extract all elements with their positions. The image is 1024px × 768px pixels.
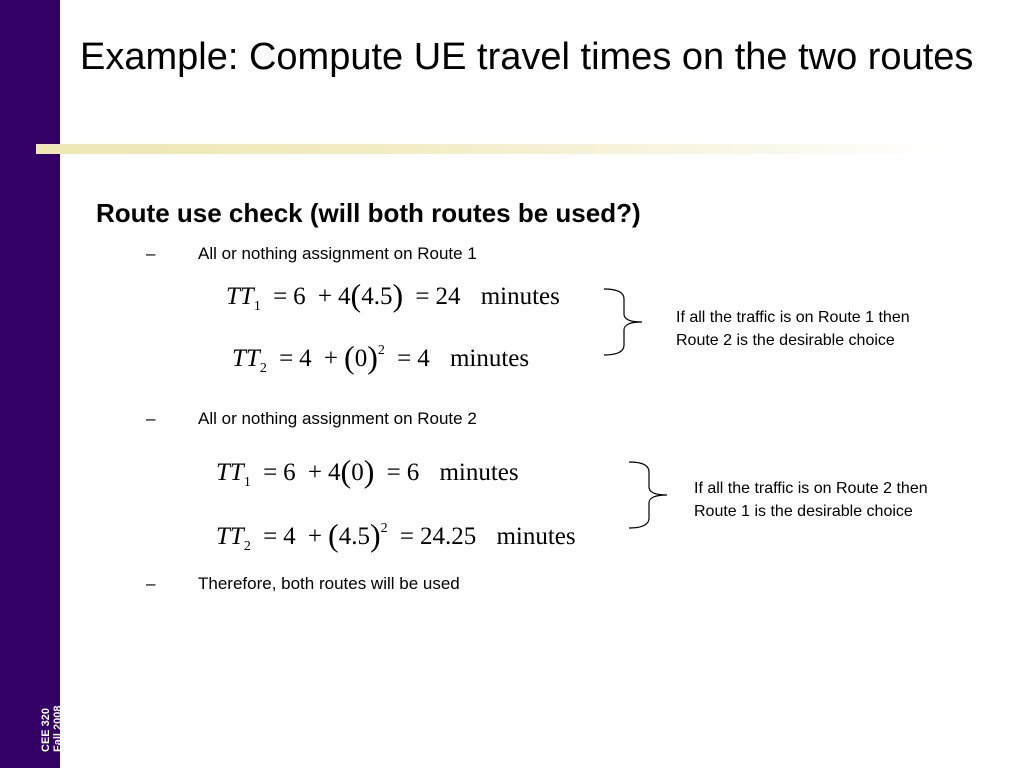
eq-equals: = — [263, 523, 278, 550]
bullet-conclusion — [146, 574, 460, 594]
eq-result: 4 — [417, 345, 430, 372]
eq-term-a: 4 — [283, 523, 296, 550]
eq-result: 6 — [406, 459, 420, 486]
brace-route2 — [627, 460, 671, 530]
eq-term-a: 6 — [283, 459, 296, 486]
bullet-text: Therefore, both routes will be used — [198, 574, 460, 593]
note-line1: If all the traffic is on Route 2 then — [694, 480, 928, 497]
eq-result: 24 — [435, 283, 461, 310]
equation-r1-tt1 — [226, 277, 560, 322]
eq-sub: 1 — [253, 299, 261, 314]
eq-rparen: ) — [369, 517, 381, 553]
eq-var: TT — [216, 459, 244, 486]
note-line1: If all the traffic is on Route 1 then — [676, 309, 910, 326]
eq-equals: = — [273, 283, 288, 310]
eq-rparen: ) — [392, 277, 404, 313]
eq-equals: = — [397, 345, 412, 372]
eq-plus: + — [323, 345, 339, 372]
eq-term-b: 4 — [338, 283, 351, 310]
eq-equals: = — [415, 283, 430, 310]
eq-equals: = — [263, 459, 278, 486]
eq-term-a: 4 — [299, 345, 312, 372]
eq-unit: minutes — [480, 283, 560, 310]
sidebar — [0, 0, 64, 768]
bullet-route2 — [146, 409, 477, 429]
eq-result: 24.25 — [419, 523, 477, 550]
bullet-dash: – — [146, 574, 156, 593]
eq-term-x: 0 — [354, 345, 368, 372]
eq-plus: + — [307, 523, 323, 550]
equation-r1-tt2 — [232, 336, 529, 384]
bullet-text: All or nothing assignment on Route 1 — [198, 244, 477, 263]
eq-lparen: ( — [340, 453, 352, 489]
course-code: CEE 320 — [40, 707, 52, 752]
eq-unit: minutes — [439, 459, 519, 486]
note-line2: Route 1 is the desirable choice — [694, 503, 913, 520]
bullet-dash: – — [146, 409, 156, 428]
eq-sub: 2 — [243, 539, 251, 554]
eq-rparen: ) — [367, 339, 378, 375]
eq-exponent: 2 — [377, 343, 385, 358]
eq-var: TT — [232, 345, 260, 372]
equation-r2-tt1 — [216, 453, 519, 498]
title-underline — [36, 144, 946, 154]
eq-unit: minutes — [496, 523, 576, 550]
eq-term-x: 4.5 — [338, 523, 370, 550]
slide-title: Example: Compute UE travel times on the two routes — [80, 36, 974, 78]
eq-plus: + — [307, 459, 323, 486]
bullet-dash: – — [146, 244, 156, 263]
eq-term-x: 0 — [351, 459, 364, 486]
course-term: Fall 2008 — [52, 705, 64, 752]
note-line2: Route 2 is the desirable choice — [676, 332, 895, 349]
eq-equals: = — [279, 345, 294, 372]
brace-route1 — [602, 287, 646, 357]
note-route1 — [676, 306, 910, 352]
eq-term-a: 6 — [293, 283, 306, 310]
course-label — [40, 706, 64, 752]
section-heading: Route use check (will both routes be used?) — [96, 198, 641, 228]
eq-lparen: ( — [328, 517, 339, 553]
eq-equals: = — [386, 459, 401, 486]
eq-equals: = — [399, 523, 414, 550]
eq-rparen: ) — [363, 453, 375, 489]
eq-lparen: ( — [350, 277, 362, 313]
eq-sub: 2 — [259, 361, 267, 376]
eq-unit: minutes — [449, 345, 530, 372]
eq-sub: 1 — [243, 475, 251, 490]
equation-r2-tt2 — [216, 514, 576, 562]
eq-var: TT — [226, 283, 254, 310]
eq-var: TT — [216, 523, 244, 550]
note-route2 — [694, 477, 928, 523]
eq-term-x: 4.5 — [361, 283, 393, 310]
eq-term-b: 4 — [328, 459, 341, 486]
eq-lparen: ( — [344, 339, 355, 375]
eq-plus: + — [317, 283, 333, 310]
bullet-route1 — [146, 244, 477, 264]
eq-exponent: 2 — [380, 521, 388, 536]
bullet-text: All or nothing assignment on Route 2 — [198, 409, 477, 428]
